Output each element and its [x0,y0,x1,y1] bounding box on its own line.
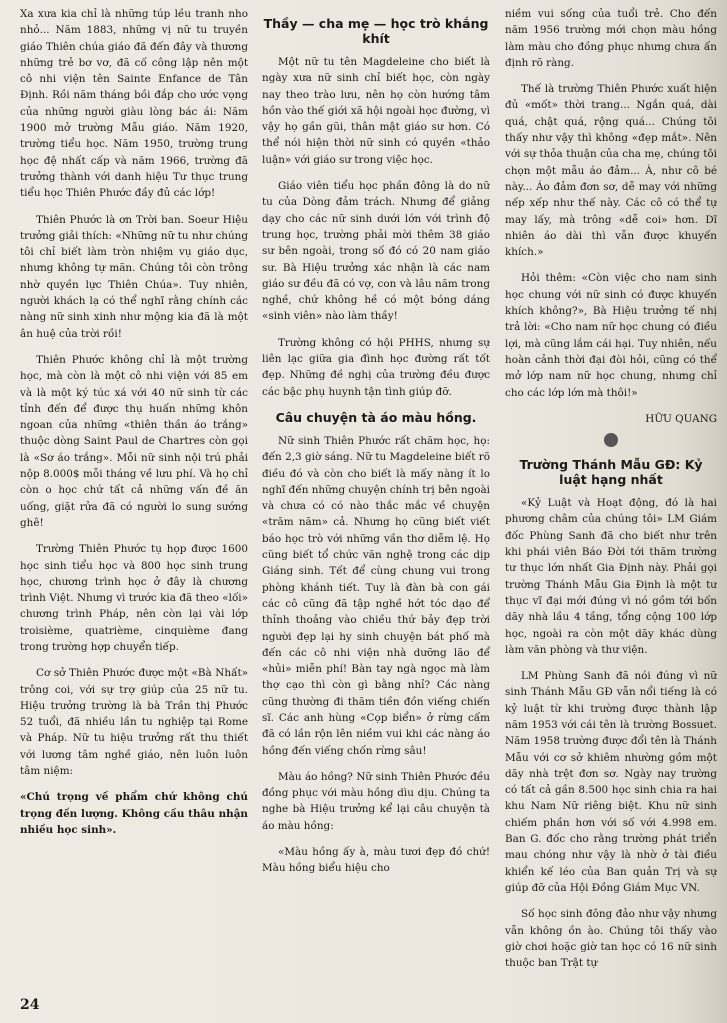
paragraph: Trường không có hội PHHS, nhưng sự liên lạc giữa gia đình học đường rất tốt đẹp. Những đề nghị của trường đều được các bậc phụ huynh tận tình giúp đỡ. [262,336,490,398]
column-1 [20,6,248,983]
paragraph: Cơ sở Thiên Phước được một «Bà Nhất» trông coi, với sự trợ giúp của 25 nữ tu. Hiệu trưởng trường là bà Trần thị Phước 52 tuổi, đã nhiều lần tu nghiệp tại Rome và Pháp. Nữ tu hiệu trưởng rất thu thiết với lương tâm nghề giáo, nên luôn luôn tâm niệm: [20,667,248,778]
paragraph: Số học sinh đông đảo như vậy nhưng vẫn không ồn ào. Chúng tôi thấy vào giờ chơi hoặc giờ tan học có 16 nữ sinh thuộc ban Trật tự [505,908,717,970]
author-byline: HỮU QUANG [645,412,717,425]
paragraph: Một nữ tu tên Magdeleine cho biết là ngày xưa nữ sinh chỉ biết học, còn ngày nay theo trào lưu, nên họ còn hướng tâm hồn vào thế giới xã hội ngoài học đường, vì vậy họ gần gũi, thân mật giáo sư hơn. Có thể nói hiện thời nữ sinh có quyền «thảo luận» với giáo sư trong việc học. [262,56,490,166]
column-2 [262,6,490,983]
paragraph: Giáo viên tiểu học phần đông là do nữ tu của Dòng đảm trách. Nhưng để giảng dạy cho các nữ sinh dưới lớn với trình độ trung học, trường phải mời thêm 38 giáo sư bên ngoài, trong số đó có 20 nam giáo sư. Bà Hiệu trưởng xác nhận là các nam giáo sư đều đã có vợ, con và lâu năm trong nghề, chứ không hề có một bóng dáng «sinh viên» nào làm thầy! [262,180,490,323]
paragraph: «Màu hồng ấy à, màu tươi đẹp đó chứ! Màu hồng biểu hiệu cho [262,846,490,875]
paragraph: Nữ sinh Thiên Phước rất chăm học, họ: đến 2,3 giờ sáng. Nữ tu Magdeleine biết rõ điều đó và còn cho biết là mấy nàng ít lo nghĩ đến những chuyện chính trị bên ngoài và chưa có có nào thắc mắc về chuyện «trăm năm» cả. Nhưng họ cũng biết viết báo học trò với những vần thơ diễm lệ. Họ cũng biết tổ chức văn nghệ trong các dịp Giáng sinh. Tết để cùng chung vui trong phòng khánh tiết. Tuy là đàn bà con gái các cô cũng đã tập nghề hớt tóc dạo để thỉnh thoảng vào chiều thứ bảy đẹp trời người đẹp lại hy sinh chuyện bát phố mà đến các cô nhi viện nhà dưỡng lão để «hủi» miễn phí! Bàn tay ngà ngọc mà làm thợ cạo thì còn gì bằng nhỉ? Các nàng cũng thường đi thăm tiền đồn viếng chiến sĩ. Các anh hùng «Cọp biển» ở rừng cấm đã có lần rộn lên niềm vui khi các nàng áo hồng đến viếng chốn rừng sâu! [262,434,490,757]
paragraph: Thiên Phước không chỉ là một trường học, mà còn là một cô nhi viện với 85 em và là một ký túc xá với 40 nữ sinh từ các tỉnh đến để được thụ huấn những khôn ngoan của những «thiên thần áo trắng» thuộc dòng Saint Paul de Chartres còn gọi là «Sơ áo trắng». Mỗi nữ sinh nội trú phải nộp 8.000$ mỗi tháng về lưu phí. Và họ chỉ còn o học chứ tất cả những vấn đề ăn uống, giặt rửa đã có người lo sung sướng ghê! [20,353,248,529]
column-3 [505,6,717,983]
principal-quote: «Chú trọng về phẩm chứ không chú trọng đến lượng. Không cầu thâu nhận nhiều học sinh». [20,791,248,836]
paragraph: niềm vui sống của tuổi trẻ. Cho đến năm 1956 trường mới chọn màu hồng làm màu cho đồng phục nhưng chưa ấn định rõ ràng. [505,8,717,69]
paragraph: Màu áo hồng? Nữ sinh Thiên Phước đều đồng phục với màu hồng dìu dịu. Chúng ta nghe bà Hiệu trưởng kể lại câu chuyện tà áo màu hồng: [262,770,490,832]
section-heading-pink-dress: Câu chuyện tà áo màu hồng. [275,409,477,425]
paragraph: Trường Thiên Phước tụ họp được 1600 học sinh tiểu học và 800 học sinh trung học, chương trình học ở đây là chương trình Việt. Nhưng vì trước kia đã theo «lối» chương trình Pháp, nên còn lại vài lớp troisième, quatrième, cinquième đang trong trường hợp chuyển tiếp. [20,543,248,653]
section-heading-teachers: Thầy — cha mẹ — học trò khắng khít [263,16,489,46]
paragraph: Thiên Phước là ơn Trời ban. Soeur Hiệu trưởng giải thích: «Những nữ tu như chúng tôi chỉ biết làm tròn nhiệm vụ giáo dục, nhưng không tự mãn. Chúng tôi còn trông nhờ quyền lực Thiên Chúa». Tuy nhiên, người khách lạ có thể nghĩ rằng chính các nàng nữ sinh xinh như mộng kia đã là một ân huệ của trời rồi! [20,213,248,340]
bullet-ornament-icon [604,433,618,447]
paragraph: Thế là trường Thiên Phước xuất hiện đủ «mốt» thời trang... Ngắn quá, dài quá, chật quá, rộng quá... Chúng tôi thấy như vậy thì không «đẹp mắt». Nên với sự thỏa thuận của cha mẹ, chúng tôi chọn một mẫu áo đảm... À, như cô bé này... Áo đảm đơn sơ, dễ may với những nếp xếp như thế này. Các cô có thể tự may lấy, mà trông «dễ coi» hơn. Dĩ nhiên áo dài thì vẫn được khuyến khích.» [505,83,717,259]
section-heading-thanh-mau: Trường Thánh Mẫu GĐ: Kỷ luật hạng nhất [519,457,703,488]
paragraph: Hỏi thêm: «Còn việc cho nam sinh học chung với nữ sinh có được khuyến khích không?», Bà Hiệu trưởng tế nhị trả lời: «Cho nam nữ học chung có điều lợi, mà cũng lắm cái hại. Tuy nhiên, nếu hoàn cảnh thời đại đòi hỏi, cũng có thể mở lớp nam nữ học chung, nhưng chỉ cho các lớp lớn mà thôi!» [505,272,717,399]
paragraph: Xa xưa kia chỉ là những túp lều tranh nho nhỏ... Năm 1883, những vị nữ tu truyền giáo Thiên chúa giáo đã đến đây và thương những trẻ bơ vơ, đã cố công lập nên một cô nhi viện tên Sainte Enfance de Tân Định. Rồi năm tháng bồi đắp cho ước vọng của những người giàu lòng bác ái: Năm 1900 mở trường Mẫu giáo. Năm 1920, trường tiểu học. Năm 1950, trường trung học đệ nhất cấp và năm 1966, trường đã trưởng thành với danh hiệu Tư thục trung tiểu học Thiên Phước đầy đủ các lớp! [20,8,248,200]
paragraph: LM Phùng Sanh đã nói đúng vì nữ sinh Thánh Mẫu GĐ vẫn nổi tiếng là có kỷ luật từ khi trường được thành lập năm 1953 với cái tên là trường Bossuet. Năm 1958 trường được đổi tên là Thánh Mẫu với cơ sở khiêm nhường gồm một dãy nhà trệt đơn sơ. Ngày nay trường có tất cả gần 8.500 học sinh chia ra hai khu Nam Nữ riêng biệt. Khu nữ sinh chiếm phần hơn với số với 4.998 em. Ban G. đốc cho rằng trường phát triển mau chóng như vậy là nhờ ở tài điều khiển kế léo của Ban quản Trị và sự giúp đỡ của Hội Đồng Giám Mục VN. [505,670,717,894]
page-number: 24 [20,997,40,1013]
paragraph: «Kỷ Luật và Hoạt động, đó là hai phương châm của chúng tôi» LM Giám đốc Phùng Sanh đã cho biết như trên khi phái viên Báo Đời tới thăm trường tư thục lớn nhất Gia Định này. Phải gọi trường Thánh Mẫu Gia Định là một tư thục vĩ đại mới đúng vì nó gồm tới bốn dãy nhà lầu 4 tầng, tổng cộng 100 lớp học, ngoài ra còn một dãy khác dùng làm văn phòng và thư viện. [505,497,717,656]
